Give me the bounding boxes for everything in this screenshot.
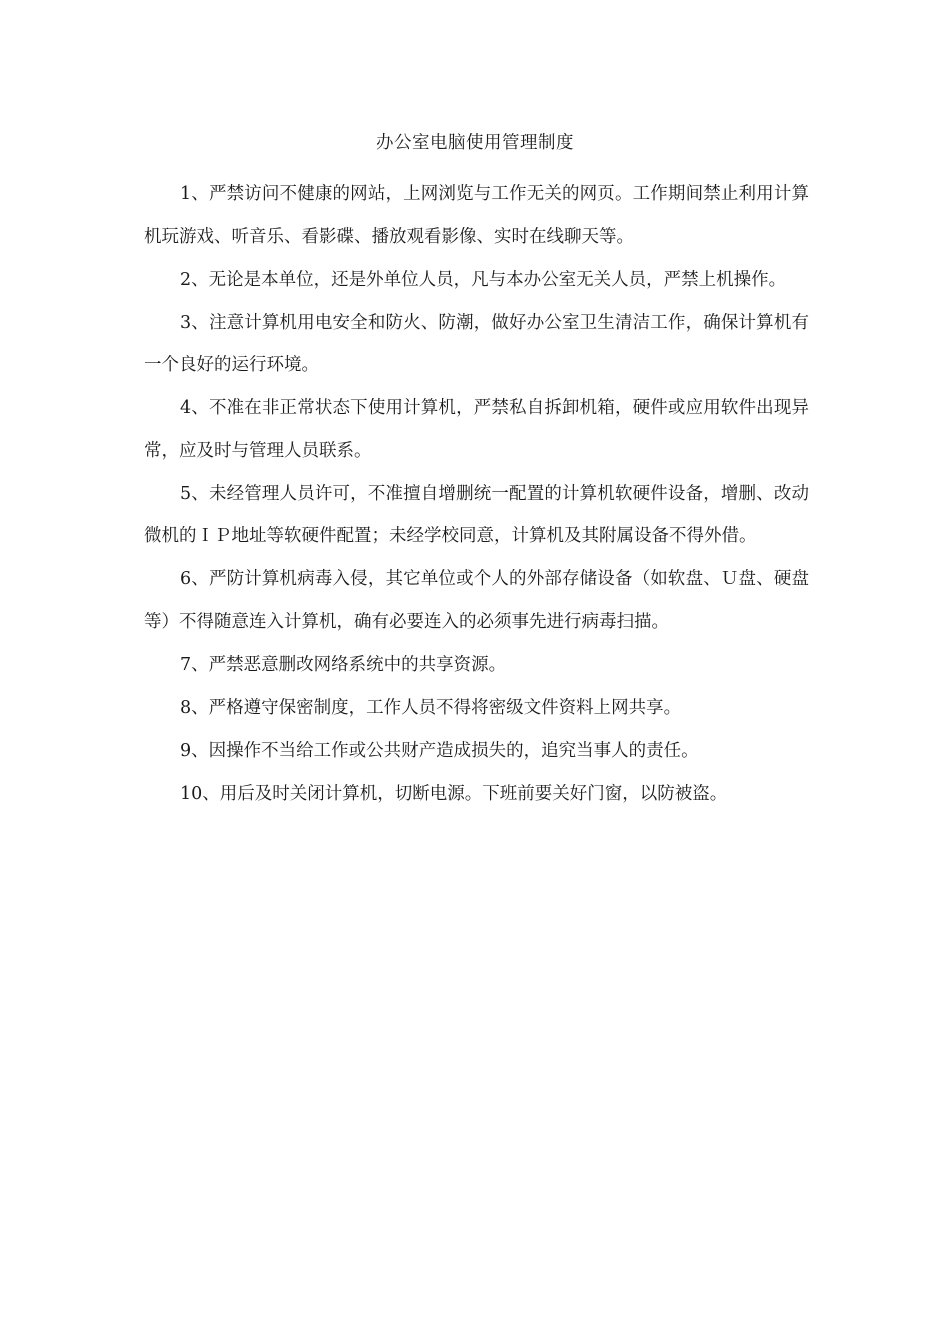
rules-list: [144, 173, 809, 816]
rule-item-7: 7、严禁恶意删改网络系统中的共享资源。: [180, 654, 507, 675]
page-title: 办公室电脑使用管理制度: [376, 133, 574, 153]
rule-item-1: 1、严禁访问不健康的网站，上网浏览与工作无关的网页。工作期间禁止利用计算机玩游戏、听音乐、看影碟、播放观看影像、实时在线聊天等。: [144, 184, 809, 247]
rule-item-9: 9、因操作不当给工作或公共财产造成损失的，追究当事人的责任。: [180, 740, 699, 761]
rule-item-5: 5、未经管理人员许可，不准擅自增删统一配置的计算机软硬件设备，增删、改动微机的ＩＰ地址等软硬件配置；未经学校同意，计算机及其附属设备不得外借。: [144, 483, 809, 546]
rule-item-2: 2、无论是本单位，还是外单位人员，凡与本办公室无关人员，严禁上机操作。: [180, 269, 787, 290]
rule-item-8: 8、严格遵守保密制度，工作人员不得将密级文件资料上网共享。: [180, 697, 682, 718]
rule-item-10: 10、用后及时关闭计算机，切断电源。下班前要关好门窗，以防被盗。: [180, 783, 728, 804]
rule-item-6: 6、严防计算机病毒入侵，其它单位或个人的外部存储设备（如软盘、Ｕ盘、硬盘等）不得随意连入计算机，确有必要连入的必须事先进行病毒扫描。: [144, 569, 809, 632]
rule-item-3: 3、注意计算机用电安全和防火、防潮，做好办公室卫生清洁工作，确保计算机有一个良好的运行环境。: [144, 312, 809, 375]
rule-item-4: 4、不准在非正常状态下使用计算机，严禁私自拆卸机箱，硬件或应用软件出现异常，应及时与管理人员联系。: [144, 398, 809, 461]
